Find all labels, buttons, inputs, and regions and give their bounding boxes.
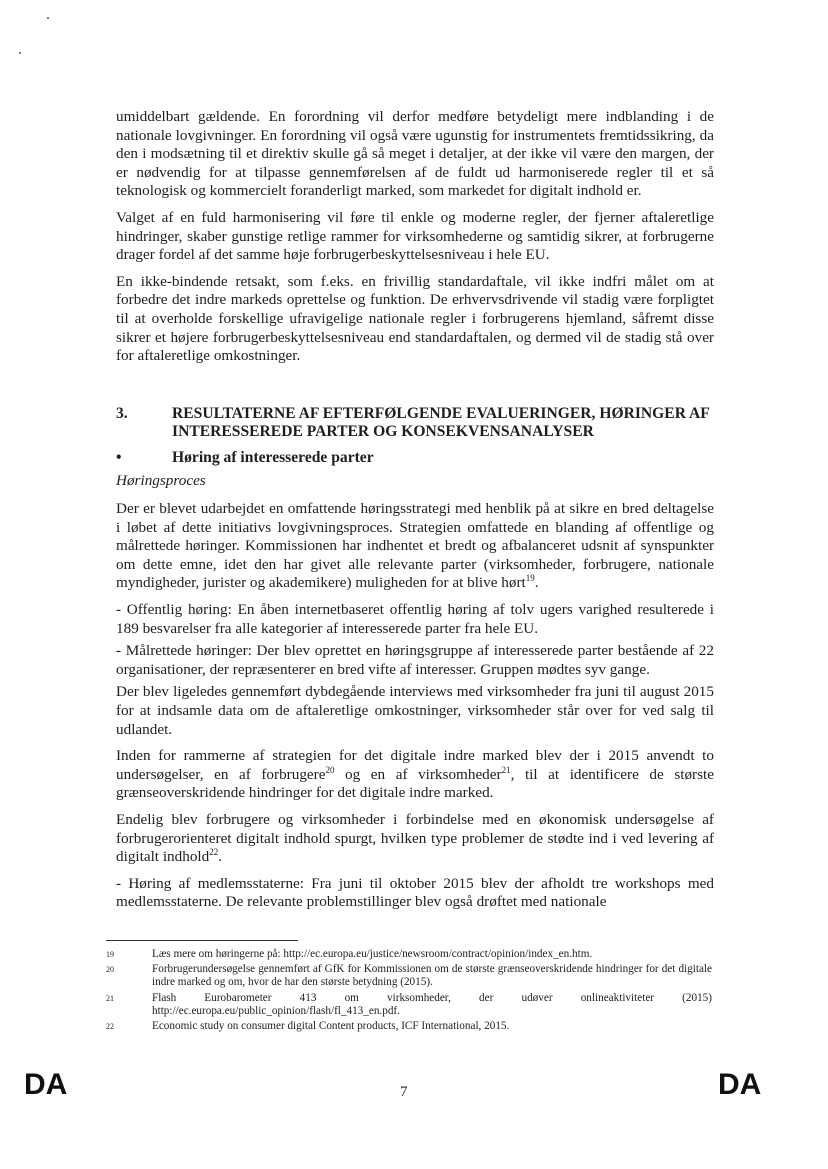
section-heading (116, 405, 716, 441)
bullet-heading (116, 449, 716, 467)
paragraph-consultation-text: Der er blevet udarbejdet en omfattende høringsstrategi med henblik på at sikre en bred deltagelse i løbet af dette initiativs lovgivningsproces. Strategien omfattede en blanding af offentlige og målrettede høringer. Kommissionen har indhentet et bredt og afbalanceret udsnit af synspunkter om dette emne, idet den har givet alle relevante parter (virksomheder, forbrugere, nationale myndigheder, jurister og akademikere) muligheden for at blive hørt (116, 500, 714, 592)
page-number: 7 (400, 1084, 408, 1100)
paragraph-member-states: - Høring af medlemsstaterne: Fra juni til oktober 2015 blev der afholdt tre workshops med medlemsstaterne. De relevante problemstillinger blev også drøftet med nationale (116, 874, 714, 911)
footnote-item (106, 992, 712, 1018)
language-code-right: DA (718, 1068, 762, 1101)
footnote-text: Læs mere om høringerne på: http://ec.europa.eu/justice/newsroom/contract/opinion/index_en.htm. (152, 948, 593, 960)
body-consultation (116, 500, 714, 920)
footnote-text: Flash Eurobarometer 413 om virksomheder, der udøver onlineaktiviteter (2015) http://ec.europa.eu/public_opinion/flash/fl_413_en.pdf. (152, 991, 712, 1017)
section-number: 3. (116, 405, 128, 422)
bullet-icon: • (116, 449, 122, 466)
surveys-text-b: og en af virksomheder (334, 765, 502, 783)
surveys-text-a: Inden for rammerne af strategien for det digitale indre marked blev der i 2015 anvendt to undersøgelser, en af forbrugere (116, 747, 714, 783)
paragraph-surveys (116, 747, 714, 803)
bullet-heading-text: Høring af interesserede parter (172, 449, 374, 466)
footnote-number: 21 (106, 993, 114, 1003)
paragraph-interviews: Der blev ligeledes gennemført dybdegående interviews med virksomheder fra juni til august 2015 for at indsamle data om de aftaleretlige omkostninger, virksomheder står over for ved salg til udlandet. (116, 683, 714, 738)
footnotes (106, 948, 712, 1035)
section-title: RESULTATERNE AF EFTERFØLGENDE EVALUERINGER, HØRINGER AF INTERESSEREDE PARTER OG KONSEKVENSANALYSER (172, 405, 710, 440)
paragraph-economic-study (116, 811, 714, 867)
footnote-item (106, 963, 712, 989)
footnote-ref-21: 21 (501, 764, 511, 775)
scan-speck (19, 52, 21, 54)
paragraph-regulation: umiddelbart gældende. En forordning vil derfor medføre betydeligt mere indblanding i de nationale lovgivninger. En forordning vil også være ugunstig for instrumentets fremtidssikring, da den i modsætning til et direktiv skulle gå så meget i detaljer, at der ikke vil være den margen, der er nødvendig for at tilpasse gennemførelsen af de fuldt ud harmoniserede regler til et så teknologisk og kommercielt foranderligt marked, som markedet for digitalt indhold er. (116, 108, 714, 200)
economic-text: Endelig blev forbrugere og virksomheder i forbindelse med en økonomisk undersøgelse af forbrugerorienteret digitalt indhold spurgt, hvilken type problemer de stødte ind i ved levering af digitalt indhold (116, 810, 714, 866)
economic-end-punct: . (218, 848, 223, 866)
footnote-ref-22: 22 (209, 847, 219, 858)
footnote-item (106, 1020, 712, 1033)
paragraph-targeted-consultations: - Målrettede høringer: Der blev oprettet en høringsgruppe af interesserede parter bestående af 22 organisationer, der repræsenterer en bred vifte af interesser. Gruppen mødtes syv gange. (116, 642, 714, 678)
paragraph-full-harmonisation: Valget af en fuld harmonisering vil føre til enkle og moderne regler, der fjerner aftaleretlige hindringer, skaber gunstige retlige rammer for virksomhederne og samtidig sikrer, at forbrugerne drager fordel af det samme høje forbrugerbeskyttelsesniveau i hele EU. (116, 208, 714, 264)
footnote-item (106, 948, 712, 961)
footnote-ref-20: 20 (325, 764, 335, 775)
paragraph-public-consultation: - Offentlig høring: En åben internetbaseret offentlig høring af tolv ugers varighed resulterede i 189 besvarelser fra alle kategorier af interesserede parter fra hele EU. (116, 600, 714, 637)
footnote-number: 20 (106, 965, 114, 975)
footnote-divider (106, 940, 298, 941)
language-code-left: DA (24, 1068, 68, 1101)
paragraph-non-binding-act: En ikke-bindende retsakt, som f.eks. en frivillig standardaftale, vil ikke indfri målet om at forbedre det indre markeds oprettelse og funktion. De erhvervsdrivende vil stadig være forpligtet til at overholde forskellige ufravigelige nationale regler i forbrugerens hjemland, såfremt disse sikrer et højere forbrugerbeskyttelsesniveau end standardaftalen, og dermed vil de stadig stå over for aftaleretlige omkostninger. (116, 272, 714, 365)
footnote-text: Economic study on consumer digital Content products, ICF International, 2015. (152, 1020, 510, 1033)
footnote-ref-19: 19 (525, 573, 535, 584)
subheading-consultation: Høringsproces (116, 472, 206, 489)
footnote-text: Forbrugerundersøgelse gennemført af GfK for Kommissionen om de største grænseoverskridende hindringer for det digitale indre marked og om, hvor de har den største betydning (2015). (152, 963, 712, 989)
footnote-number: 19 (106, 950, 114, 959)
surveys-text-c: , til at identificere de største grænseoverskridende hindringer for det digitale indre marked. (116, 765, 714, 802)
body-top (116, 108, 714, 374)
paragraph-end-punct: . (534, 574, 539, 592)
scan-speck (47, 17, 49, 19)
paragraph-consultation-strategy (116, 500, 714, 593)
footnote-number: 22 (106, 1022, 114, 1032)
